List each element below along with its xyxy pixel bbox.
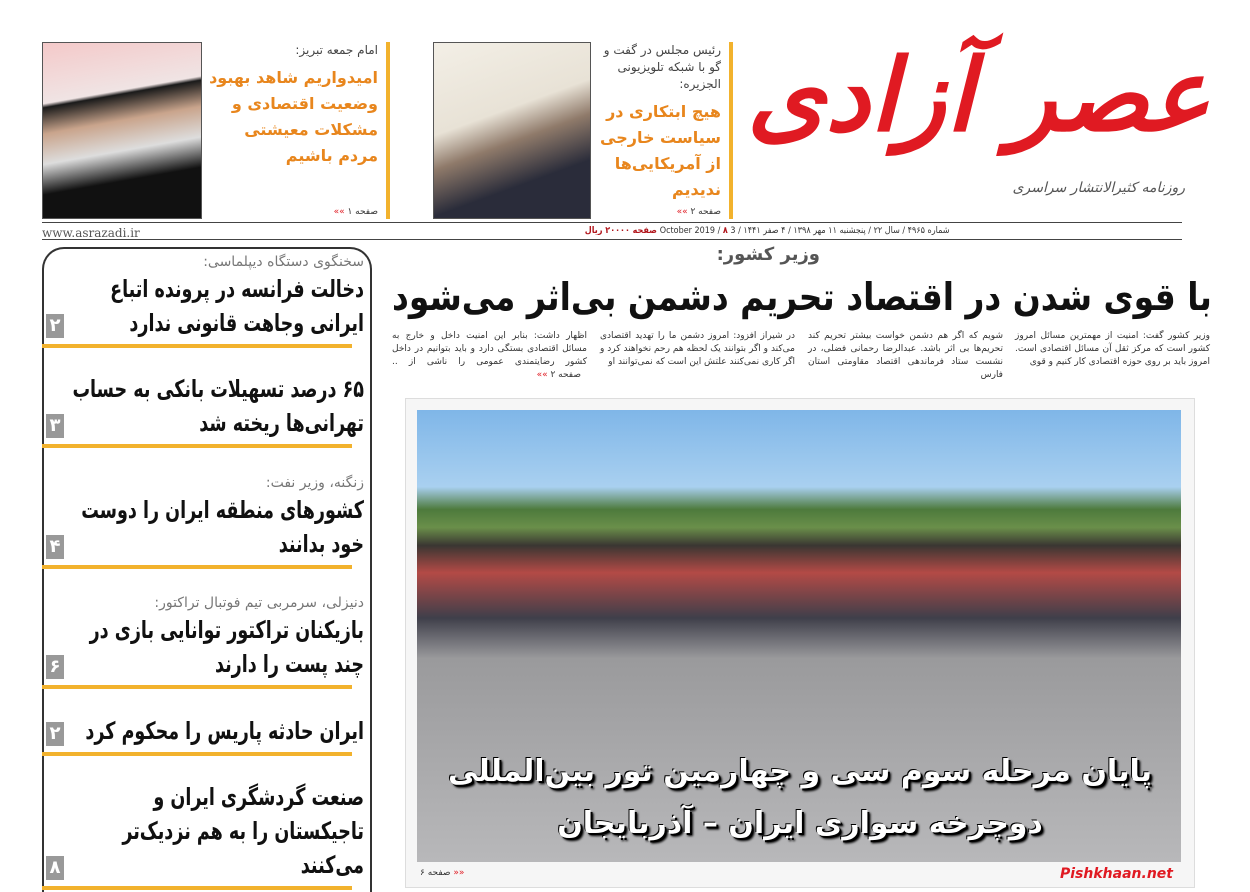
story-headline: دخالت فرانسه در پرونده اتباع ایرانی وجاهت قانونی ندارد: [110, 275, 364, 337]
page-ref[interactable]: صفحه ۶: [420, 868, 451, 878]
page-number-badge: ۳: [46, 414, 64, 438]
article-column-text: اظهار داشت: بنابر این امنیت داخل و خارج به مسائل اقتصادی بستگی دارد و باید بتوانیم در داخل کشور رضایتمندی عمومی را ناشی از ..: [392, 331, 587, 367]
page-ref[interactable]: صفحه ۲: [550, 370, 581, 380]
page-number-badge: ۲: [46, 722, 64, 746]
teaser-tabriz[interactable]: [208, 42, 390, 219]
teaser-photo-cleric: [42, 42, 202, 219]
page-ref: صفحه ۲: [690, 207, 721, 217]
newspaper-logo: [740, 20, 1210, 170]
photo-caption-line1[interactable]: [430, 752, 1170, 792]
arrow-icon: »»: [536, 370, 548, 380]
story-kicker: دنیزلی، سرمربی تیم فوتبال تراکتور:: [154, 595, 364, 612]
website-link[interactable]: www.asrazadi.ir: [42, 226, 140, 240]
sidebar-story[interactable]: [42, 780, 372, 890]
story-headline: صنعت گردشگری ایران و تاجیکستان را به هم نزدیک‌تر می‌کنند: [122, 782, 364, 879]
watermark: Pishkhaan.net: [1060, 866, 1173, 882]
divider: [42, 444, 352, 448]
caption-text: دوچرخه سواری ایران – آذربایجان: [557, 806, 1043, 841]
divider: [42, 752, 352, 756]
teaser-headline: هیچ ابتکاری در سیاست خارجی از آمریکایی‌ها ندیدیم: [600, 102, 721, 199]
caption-text: پایان مرحله سوم سی و چهارمین تور بین‌المللی: [447, 754, 1152, 789]
dateline: [585, 226, 950, 236]
main-kicker: وزیر کشور:: [716, 244, 820, 265]
tagline: روزنامه کثیرالانتشار سراسری: [1012, 180, 1185, 196]
sidebar-story[interactable]: [42, 593, 372, 689]
story-headline: کشورهای منطقه ایران را دوست خود بدانند: [81, 495, 364, 558]
teaser-speaker[interactable]: [598, 42, 733, 219]
logo-text: عصر آزادی: [746, 36, 1210, 154]
divider: [42, 222, 1182, 223]
article-column: وزیر کشور گفت: امنیت از مهمترین مسائل امروز کشور است که مرکز ثقل آن مسائل اقتصادی است. امروز باید بر روی حوزه اقتصادی کار کنیم و قوی: [1015, 331, 1210, 367]
cycling-race-photo: [417, 410, 1181, 862]
dateline-text: [585, 226, 950, 236]
story-headline: بازیکنان تراکتور توانایی بازی در چند پست را دارند: [89, 616, 364, 679]
price: ۸ صفحه ۲۰۰۰۰ ریال: [585, 226, 729, 236]
story-headline: ایران حادثه پاریس را محکوم کرد: [85, 716, 364, 745]
divider: [42, 239, 1182, 240]
teaser-photo-speaker: [433, 42, 591, 219]
page-number-badge: ۸: [46, 856, 64, 880]
sidebar-story[interactable]: [42, 372, 372, 448]
arrow-icon: »»: [333, 207, 345, 217]
main-headline-text: با قوی شدن در اقتصاد تحریم دشمن بی‌اثر می‌شود: [392, 275, 1212, 319]
page-number-badge: ۲: [46, 314, 64, 338]
divider: [42, 886, 352, 890]
main-headline[interactable]: [392, 272, 1212, 322]
divider: [42, 565, 352, 569]
sidebar-story[interactable]: [42, 714, 372, 756]
divider: [42, 344, 352, 348]
teaser-kicker: امام جمعه تبریز:: [295, 43, 378, 57]
arrow-icon: »»: [676, 207, 688, 217]
divider: [42, 685, 352, 689]
teaser-kicker: رئیس مجلس در گفت و گو با شبکه تلویزیونی الجزیره:: [603, 43, 721, 91]
article-column: [392, 330, 587, 382]
teaser-headline: امیدواریم شاهد بهبود وضعیت اقتصادی و مشکلات معیشتی مردم باشیم: [209, 68, 378, 165]
story-kicker: زنگنه، وزیر نفت:: [265, 474, 364, 491]
story-headline: ۶۵ درصد تسهیلات بانکی به حساب تهرانی‌ها ریخته شد: [72, 375, 364, 438]
arrow-icon: »»: [453, 868, 465, 878]
article-column: شویم که اگر هم دشمن خواست بیشتر تحریم کند تحریم‌ها بی اثر باشد. عبدالرضا رحمانی فضلی، در نشست ستاد فرماندهی اقتصاد مقاومتی استان فارس: [808, 331, 1003, 380]
photo-caption-line2[interactable]: [430, 804, 1170, 844]
sidebar-stories: [42, 252, 372, 890]
article-column: در شیراز افزود: امروز دشمن ما را تهدید اقتصادی می‌کند و اگر بتوانند یک لحظه هم رحم نخواهند کرد و اگر کاری نمی‌کنند علتش این است که نمی‌توانند او: [600, 331, 795, 367]
page-ref: صفحه ۱: [347, 207, 378, 217]
page-number-badge: ۶: [46, 655, 64, 679]
story-kicker: سخنگوی دستگاه دیپلماسی:: [203, 254, 364, 270]
sidebar-story[interactable]: [42, 252, 372, 348]
page-number-badge: ۴: [46, 535, 64, 559]
issue-info: شماره ۴۹۶۵ / سال ۲۲ / پنجشنبه ۱۱ مهر ۱۳۹۸ / ۴ صفر ۱۴۴۱ / 3 October 2019 /: [660, 226, 950, 236]
sidebar-story[interactable]: [42, 473, 372, 569]
